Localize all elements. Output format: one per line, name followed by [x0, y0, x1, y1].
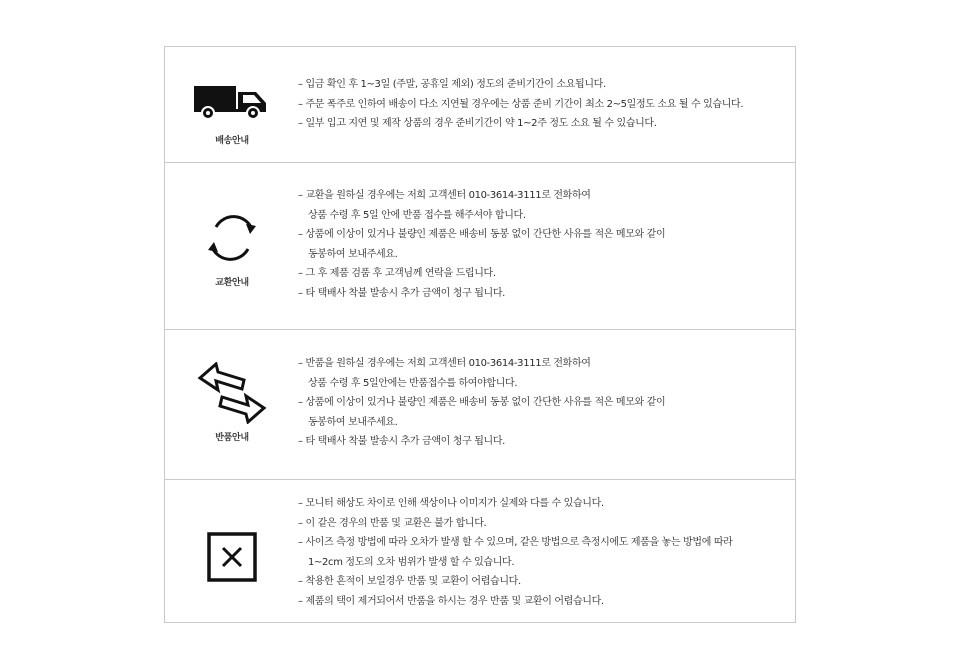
- return-icon-column: [165, 330, 299, 479]
- exchange-cycle-icon: [165, 207, 299, 269]
- return-line: 상품 수령 후 5일안에는 반품접수를 하여야합니다.: [308, 377, 518, 389]
- exchange-icon-column: [165, 163, 299, 329]
- x-box-icon: [165, 532, 299, 582]
- caution-line: – 사이즈 측정 방법에 따라 오차가 발생 할 수 있으며, 같은 방법으로 측정시에도 제품을 놓는 방법에 따라: [298, 537, 733, 548]
- caution-line: – 이 같은 경우의 반품 및 교환은 불가 합니다.: [298, 517, 487, 529]
- return-section: [165, 329, 795, 479]
- delivery-line: – 일부 입고 지연 및 제작 상품의 경우 준비기간이 약 1~2주 정도 소요 될 수 있습니다.: [298, 118, 657, 129]
- delivery-section: [165, 47, 795, 162]
- delivery-line: – 주문 폭주로 인하여 배송이 다소 지연될 경우에는 상품 준비 기간이 최소 2~5일정도 소요 될 수 있습니다.: [298, 98, 744, 110]
- exchange-line: – 교환을 원하실 경우에는 저희 고객센터 010-3614-3111로 전화하여: [298, 190, 591, 201]
- delivery-icon-column: [165, 47, 299, 162]
- caution-info-list: [298, 494, 789, 611]
- delivery-line: – 입금 확인 후 1~3일 (주말, 공휴일 제외) 정도의 준비기간이 소요됩니다.: [298, 79, 606, 90]
- exchange-label: 교환안내: [215, 278, 249, 288]
- return-line: – 상품에 이상이 있거나 불량인 제품은 배송비 동봉 없이 간단한 사유를 적은 메모와 같이: [298, 397, 666, 408]
- return-arrows-icon: [165, 362, 299, 424]
- delivery-label: 배송안내: [215, 136, 249, 146]
- exchange-line: 동봉하여 보내주세요.: [308, 248, 398, 260]
- exchange-line: 상품 수령 후 5일 안에 반품 접수를 해주셔야 합니다.: [308, 209, 526, 221]
- shipping-info-panel: [164, 46, 796, 623]
- caution-section: [165, 479, 795, 624]
- caution-line: – 착용한 흔적이 보일경우 반품 및 교환이 어렵습니다.: [298, 576, 521, 587]
- return-line: 동봉하여 보내주세요.: [308, 416, 398, 428]
- exchange-line: – 상품에 이상이 있거나 불량인 제품은 배송비 동봉 없이 간단한 사유를 적은 메모와 같이: [298, 229, 666, 240]
- exchange-line: – 그 후 제품 검품 후 고객님께 연락을 드립니다.: [298, 268, 496, 279]
- return-label: 반품안내: [215, 433, 249, 443]
- return-line: – 반품을 원하실 경우에는 저희 고객센터 010-3614-3111로 전화하여: [298, 358, 591, 369]
- return-info-list: [298, 354, 789, 452]
- exchange-section: [165, 162, 795, 329]
- caution-line: – 제품의 택이 제거되어서 반품을 하시는 경우 반품 및 교환이 어렵습니다.: [298, 595, 604, 607]
- caution-icon-column: [165, 480, 299, 624]
- return-line: – 타 택배사 착불 발송시 추가 금액이 청구 됩니다.: [298, 436, 505, 447]
- exchange-line: – 타 택배사 착불 발송시 추가 금액이 청구 됩니다.: [298, 287, 505, 299]
- caution-line: – 모니터 해상도 차이로 인해 색상이나 이미지가 실제와 다를 수 있습니다.: [298, 498, 604, 509]
- exchange-info-list: [298, 186, 789, 303]
- delivery-info-list: [298, 75, 789, 134]
- delivery-truck-icon: [165, 84, 299, 120]
- caution-line: 1~2cm 정도의 오차 범위가 발생 할 수 있습니다.: [308, 556, 515, 568]
